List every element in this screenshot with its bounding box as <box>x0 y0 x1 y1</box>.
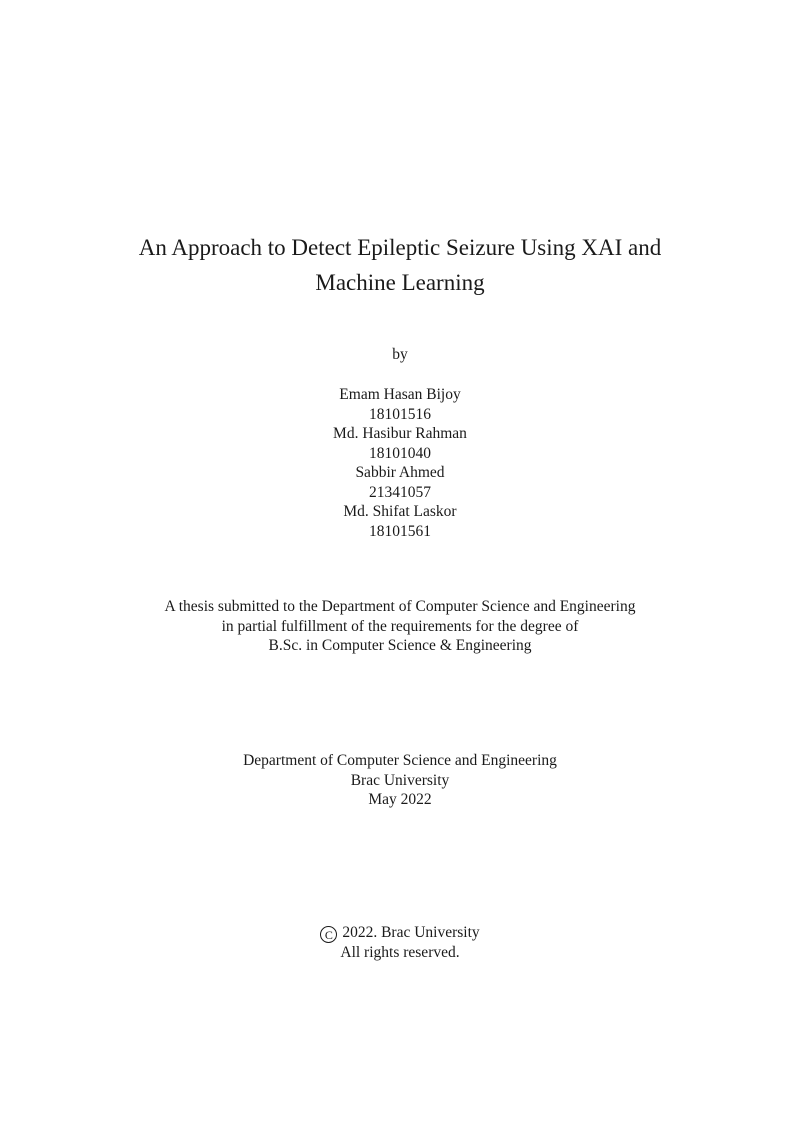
copyright-line <box>0 923 800 943</box>
department-name: Department of Computer Science and Engineering <box>243 752 557 769</box>
submission-line-1: A thesis submitted to the Department of Computer Science and Engineering <box>164 598 636 615</box>
author-id: 18101040 <box>369 444 431 462</box>
submission-date: May 2022 <box>368 791 432 808</box>
thesis-title <box>0 230 800 300</box>
copyright-text: 2022. Brac University <box>342 924 480 941</box>
author-id: 21341057 <box>369 483 431 501</box>
author-name: Sabbir Ahmed <box>355 464 445 481</box>
submission-statement <box>0 597 800 656</box>
institution-block <box>0 751 800 810</box>
copyright-icon: C <box>320 926 337 943</box>
author-name: Md. Shifat Laskor <box>343 503 457 520</box>
copyright-notice <box>0 923 800 963</box>
author-id: 18101561 <box>369 522 431 540</box>
author-list <box>0 385 800 541</box>
author-name: Md. Hasibur Rahman <box>333 425 467 442</box>
university-name: Brac University <box>350 771 450 789</box>
thesis-title-line-1: An Approach to Detect Epileptic Seizure Using XAI and <box>138 235 662 260</box>
author-name: Emam Hasan Bijoy <box>339 386 461 403</box>
rights-reserved: All rights reserved. <box>340 944 460 961</box>
author-id: 18101516 <box>369 405 431 423</box>
by-label <box>0 345 800 365</box>
submission-line-2: in partial fulfillment of the requirements for the degree of <box>221 617 579 635</box>
thesis-title-line-2: Machine Learning <box>315 270 485 295</box>
by-text: by <box>392 346 408 363</box>
submission-line-3: B.Sc. in Computer Science & Engineering <box>268 637 532 654</box>
